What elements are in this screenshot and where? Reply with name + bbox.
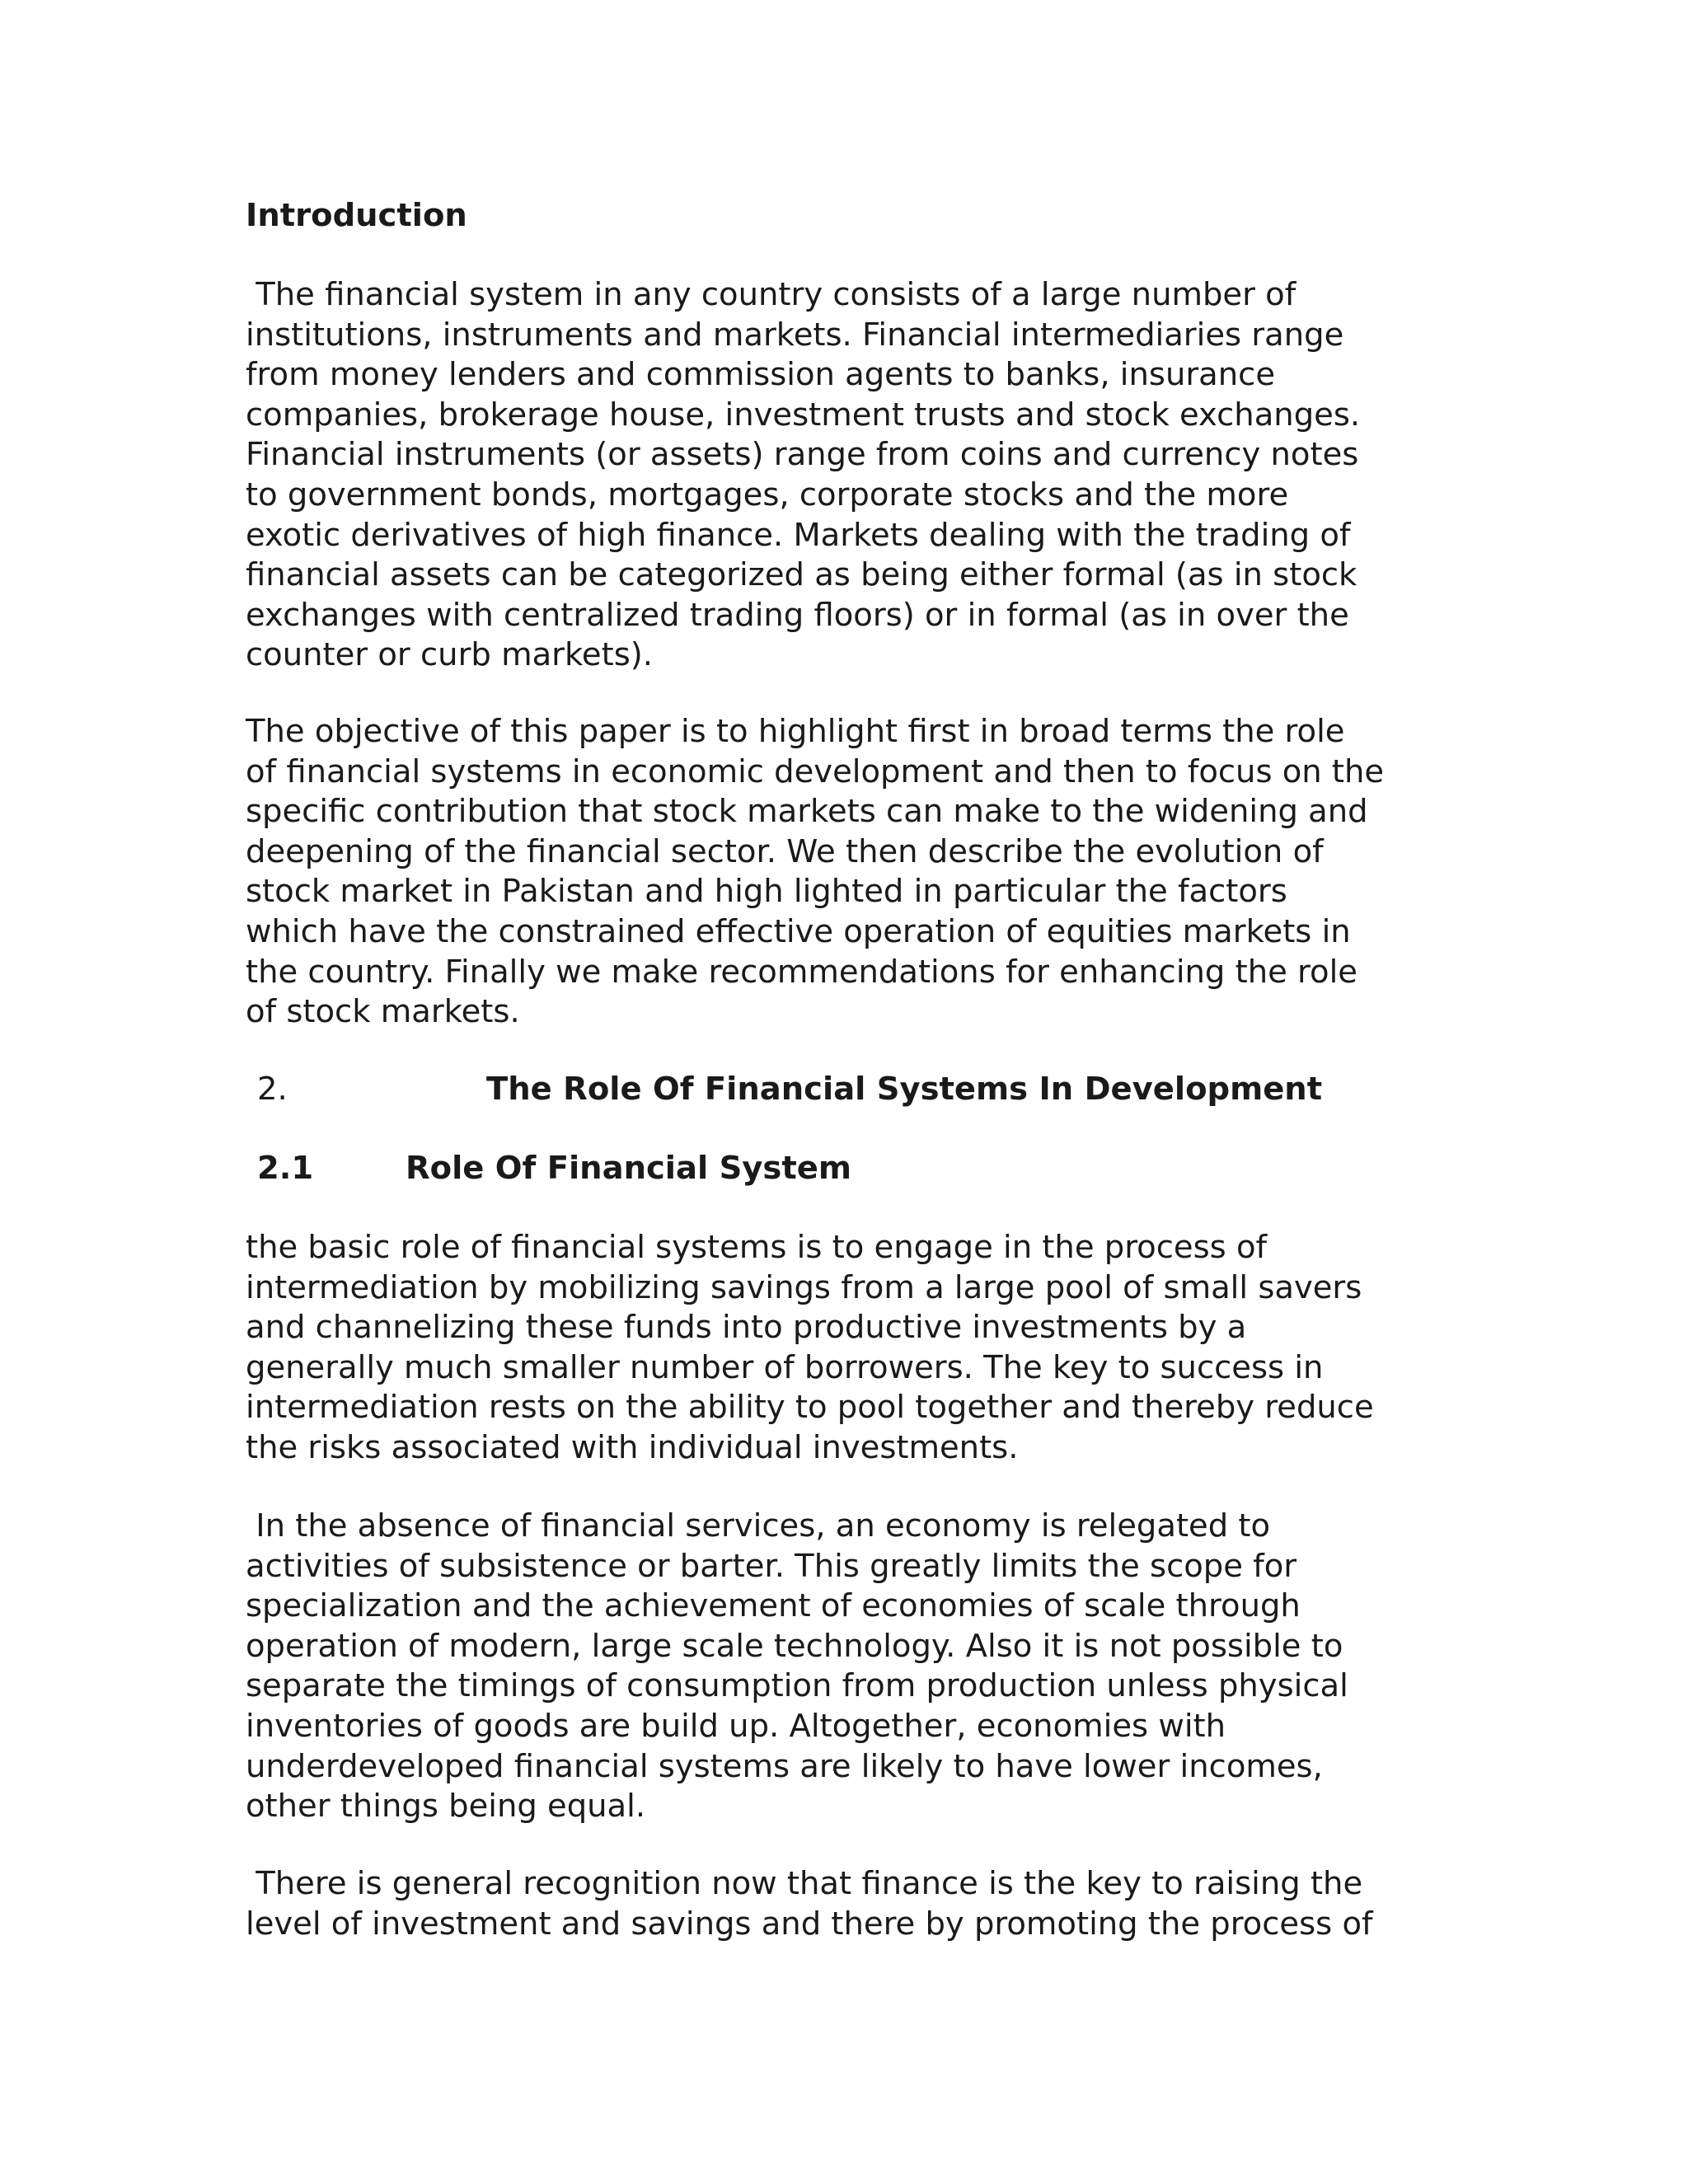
section-2-1-number: 2.1 bbox=[257, 1150, 314, 1187]
paragraph-line: exotic derivatives of high finance. Markets dealing with the trading of bbox=[246, 516, 1351, 554]
paragraph-line: The financial system in any country consists of a large number of bbox=[246, 276, 1296, 313]
section-2-title: The Role Of Financial Systems In Development bbox=[486, 1071, 1323, 1108]
paragraph-4 bbox=[246, 1507, 1449, 1827]
paragraph-3 bbox=[246, 1228, 1449, 1469]
paragraph-line: the risks associated with individual investments. bbox=[246, 1428, 1019, 1466]
paragraph-2 bbox=[246, 712, 1449, 1033]
paragraph-line: the country. Finally we make recommendations for enhancing the role bbox=[246, 953, 1357, 991]
paragraph-line: activities of subsistence or barter. This greatly limits the scope for bbox=[246, 1547, 1297, 1585]
paragraph-line: which have the constrained effective operation of equities markets in bbox=[246, 912, 1351, 950]
paragraph-line: institutions, instruments and markets. Financial intermediaries range bbox=[246, 316, 1344, 354]
paragraph-line: from money lenders and commission agents to banks, insurance bbox=[246, 356, 1276, 394]
paragraph-line: the basic role of financial systems is to engage in the process of bbox=[246, 1229, 1268, 1266]
paragraph-line: level of investment and savings and there by promoting the process of bbox=[246, 1905, 1373, 1943]
paragraph-line: financial assets can be categorized as being either formal (as in stock bbox=[246, 556, 1357, 594]
paragraph-line: and channelizing these funds into productive investments by a bbox=[246, 1309, 1247, 1347]
paragraph-line: to government bonds, mortgages, corporate stocks and the more bbox=[246, 476, 1289, 513]
paragraph-line: In the absence of financial services, an economy is relegated to bbox=[246, 1507, 1271, 1544]
paragraph-line: deepening of the financial sector. We then describe the evolution of bbox=[246, 832, 1324, 870]
paragraph-line: of stock markets. bbox=[246, 993, 520, 1031]
paragraph-line: underdeveloped financial systems are likely to have lower incomes, bbox=[246, 1747, 1323, 1785]
paragraph-line: of financial systems in economic development and then to focus on the bbox=[246, 752, 1385, 790]
paragraph-line: There is general recognition now that finance is the key to raising the bbox=[246, 1865, 1363, 1902]
paragraph-line: specialization and the achievement of economies of scale through bbox=[246, 1587, 1301, 1625]
paragraph-1 bbox=[246, 275, 1449, 676]
paragraph-line: intermediation rests on the ability to pool together and thereby reduce bbox=[246, 1389, 1374, 1427]
paragraph-line: exchanges with centralized trading floors) or in formal (as in over the bbox=[246, 596, 1349, 634]
paragraph-line: operation of modern, large scale technology. Also it is not possible to bbox=[246, 1627, 1343, 1665]
paragraph-line: stock market in Pakistan and high lighted in particular the factors bbox=[246, 873, 1287, 911]
paragraph-line: separate the timings of consumption from production unless physical bbox=[246, 1667, 1348, 1705]
paragraph-line: other things being equal. bbox=[246, 1788, 646, 1825]
paragraph-line: inventories of goods are build up. Altogether, economies with bbox=[246, 1707, 1226, 1745]
paragraph-5 bbox=[246, 1864, 1449, 1944]
paragraph-line: generally much smaller number of borrowers. The key to success in bbox=[246, 1348, 1324, 1386]
intro-heading: Introduction bbox=[246, 197, 467, 234]
paragraph-line: specific contribution that stock markets can make to the widening and bbox=[246, 793, 1368, 831]
paragraph-line: Financial instruments (or assets) range from coins and currency notes bbox=[246, 436, 1359, 474]
paragraph-line: companies, brokerage house, investment trusts and stock exchanges. bbox=[246, 396, 1361, 434]
paragraph-line: counter or curb markets). bbox=[246, 636, 654, 674]
section-2-number: 2. bbox=[257, 1071, 288, 1108]
section-2-1-title: Role Of Financial System bbox=[406, 1150, 851, 1187]
paragraph-line: intermediation by mobilizing savings from a large pool of small savers bbox=[246, 1268, 1362, 1306]
paragraph-line: The objective of this paper is to highlight first in broad terms the role bbox=[246, 713, 1345, 750]
